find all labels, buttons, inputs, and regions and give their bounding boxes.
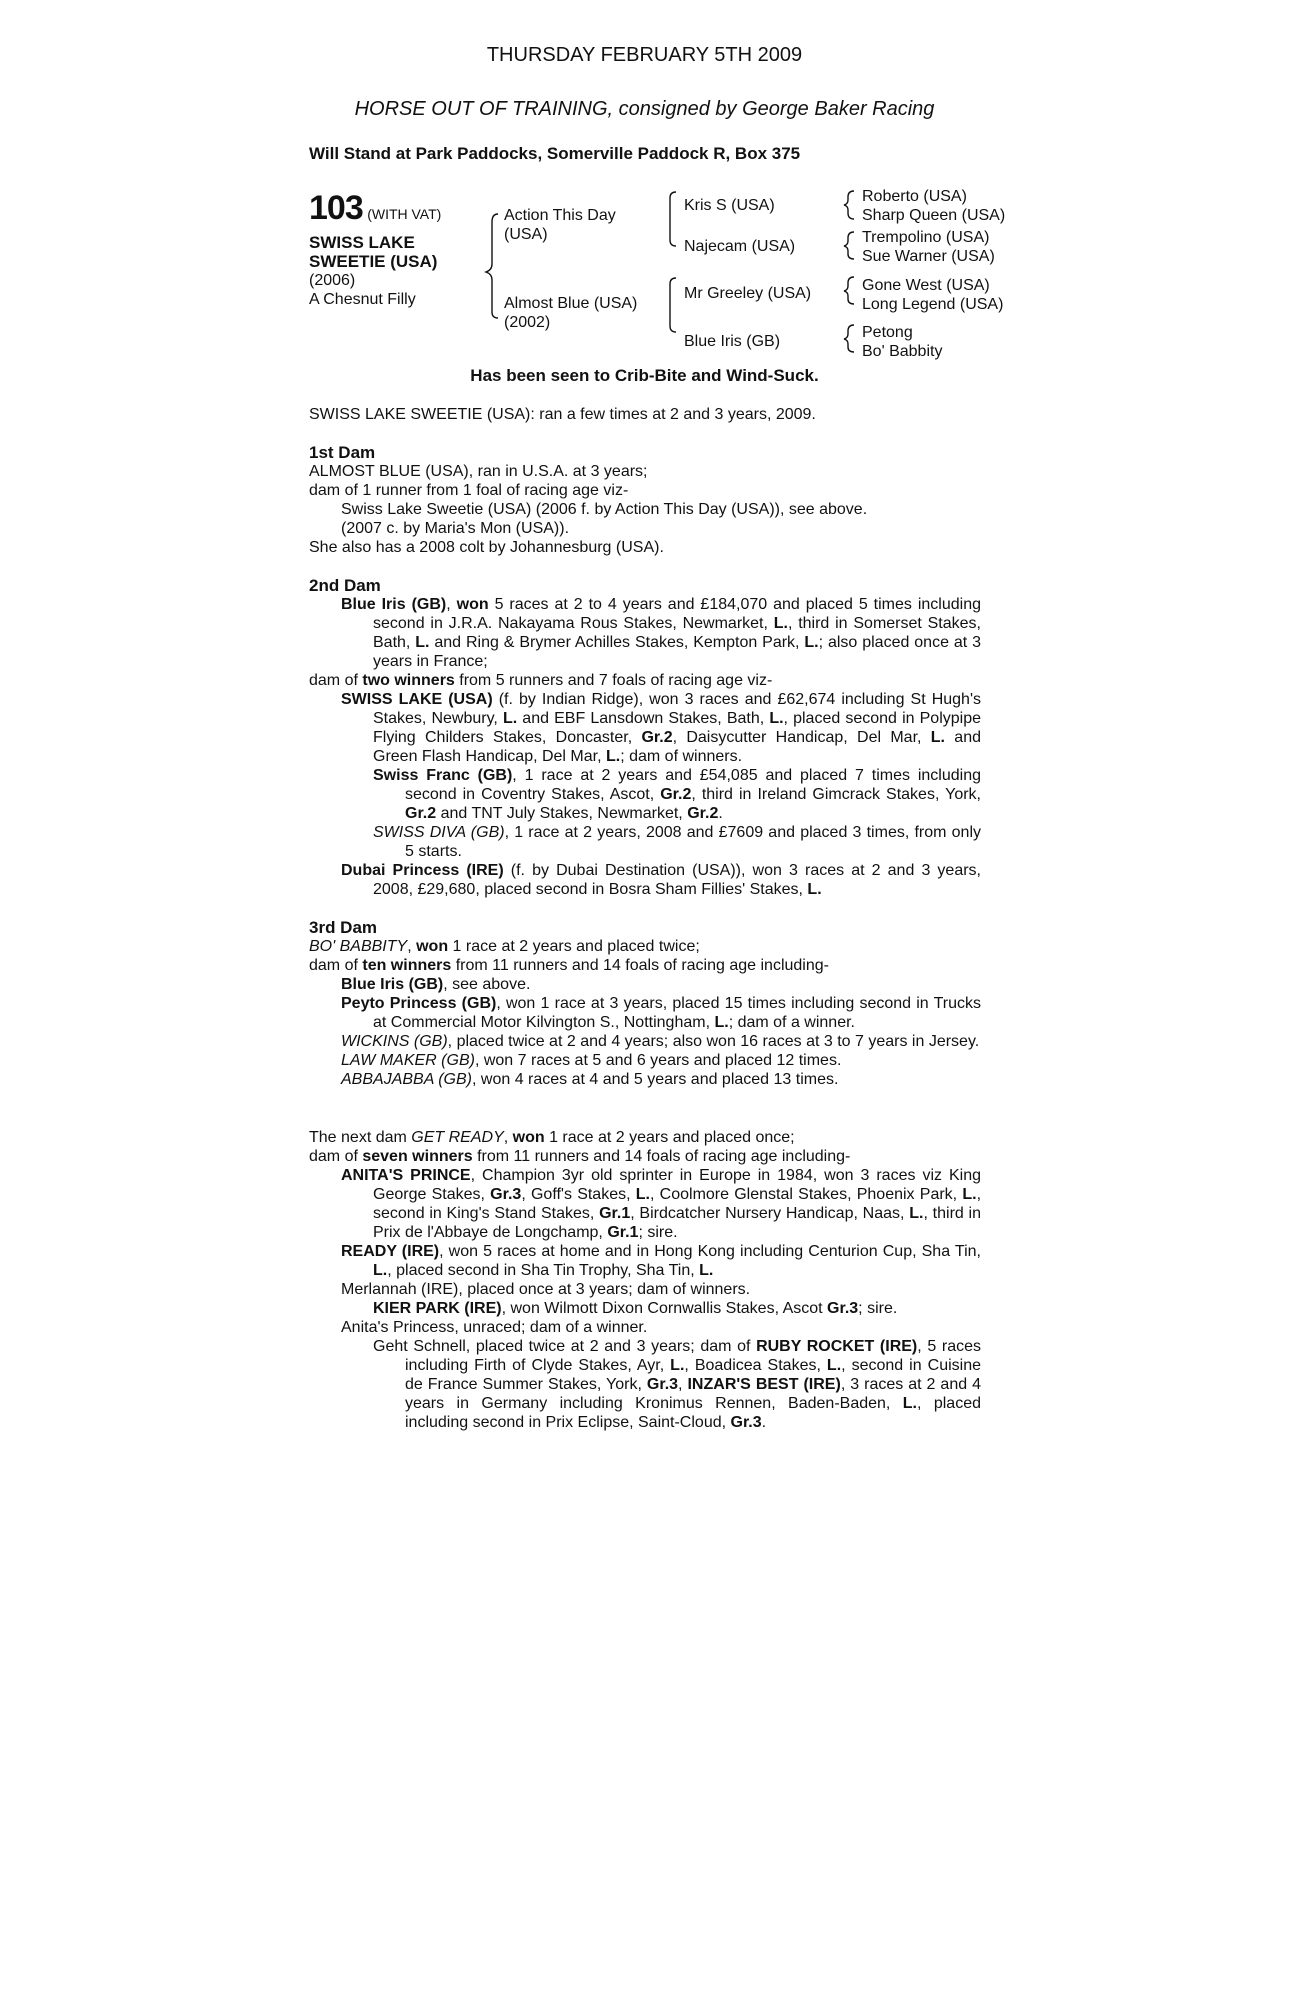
pedigree-dam-dam: Blue Iris (GB) [684, 333, 781, 350]
third-dam-entry: BO' BABBITY, won 1 race at 2 years and placed twice; [309, 938, 700, 955]
second-dam-produce-record: dam of two winners from 5 runners and 7 foals of racing age viz- [309, 672, 773, 689]
produce-entry: WICKINS (GB), placed twice at 2 and 4 years; also won 16 races at 3 to 7 years in Jersey. [341, 1033, 980, 1050]
pedigree-dam: Almost Blue (USA) (2002) [504, 295, 638, 331]
produce-entry: Merlannah (IRE), placed once at 3 years; dam of winners. [341, 1281, 751, 1298]
first-dam-produce: Swiss Lake Sweetie (USA) (2006 f. by Action This Day (USA)), see above. [341, 501, 868, 518]
produce-entry: Peyto Princess (GB), won 1 race at 3 years, placed 15 times including second in Trucks at Commercial Motor Kilvington S., Nottingham, L.; dam of a winner. [341, 995, 981, 1031]
first-dam-line: She also has a 2008 colt by Johannesburg (USA). [309, 539, 664, 556]
produce-entry: KIER PARK (IRE), won Wilmott Dixon Cornwallis Stakes, Ascot Gr.3; sire. [373, 1300, 898, 1317]
pedigree-sire-sire: Kris S (USA) [684, 197, 775, 214]
vice-warning: Has been seen to Crib-Bite and Wind-Suck. [470, 366, 819, 385]
horse-description: A Chesnut Filly [309, 291, 416, 308]
pedigree-gen3-5: Gone West (USA) [862, 277, 990, 294]
lot-number: 103 [309, 189, 363, 227]
pedigree-gen3-7: Petong [862, 324, 913, 341]
foaling-year: (2006) [309, 272, 356, 289]
pedigree-dam-sire: Mr Greeley (USA) [684, 285, 812, 302]
first-dam-produce: (2007 c. by Maria's Mon (USA)). [341, 520, 570, 537]
second-dam-heading: 2nd Dam [309, 576, 381, 595]
first-dam-heading: 1st Dam [309, 443, 376, 462]
sale-date: THURSDAY FEBRUARY 5TH 2009 [486, 44, 803, 66]
pedigree-gen3-3: Trempolino (USA) [862, 229, 990, 246]
first-dam-section [309, 443, 981, 557]
produce-entry: ANITA'S PRINCE, Champion 3yr old sprinter in Europe in 1984, won 3 races viz King George Stakes, Gr.3, Goff's Stakes, L., Coolmore Glenstal Stakes, Phoenix Park, L., second in King's Stand Stakes, Gr.1, Birdcatcher Nursery Handicap, Naas, L., third in Prix de l'Abbaye de Longchamp, Gr.1; sire. [341, 1167, 982, 1241]
third-dam-section [309, 918, 981, 1089]
produce-entry: Blue Iris (GB), see above. [341, 976, 531, 993]
pedigree-gen3-2: Sharp Queen (USA) [862, 207, 1006, 224]
pedigree-gen3-1: Roberto (USA) [862, 188, 967, 205]
next-dam-entry: The next dam GET READY, won 1 race at 2 years and placed once; [309, 1129, 795, 1146]
second-dam-section [309, 576, 981, 899]
produce-entry: Geht Schnell, placed twice at 2 and 3 years; dam of RUBY ROCKET (IRE), 5 races including Firth of Clyde Stakes, Ayr, L., Boadicea Stakes, L., second in Cuisine de France Summer Stakes, York, Gr.3, INZAR'S BEST (IRE), 3 races at 2 and 4 years in Germany including Kronimus Rennen, Baden-Baden, L., placed including second in Prix Eclipse, Saint-Cloud, Gr.3. [373, 1338, 982, 1431]
pedigree-braces [0, 0, 1289, 380]
produce-entry: Swiss Franc (GB), 1 race at 2 years and £54,085 and placed 7 times including second in Coventry Stakes, Ascot, Gr.2, third in Ireland Gimcrack Stakes, York, Gr.2 and TNT July Stakes, Newmarket, Gr.2. [373, 767, 982, 822]
next-dam-section [309, 1128, 981, 1432]
pedigree-gen3-8: Bo' Babbity [862, 343, 943, 360]
first-dam-line: dam of 1 runner from 1 foal of racing age viz- [309, 482, 629, 499]
second-dam-entry: Blue Iris (GB), won 5 races at 2 to 4 years and £184,070 and placed 5 times including second in J.R.A. Nakayama Rous Stakes, Newmarket, L., third in Somerset Stakes, Bath, L. and Ring & Brymer Achilles Stakes, Kempton Park, L.; also placed once at 3 years in France; [341, 596, 982, 670]
produce-entry: READY (IRE), won 5 races at home and in Hong Kong including Centurion Cup, Sha Tin, L., placed second in Sha Tin Trophy, Sha Tin, L. [341, 1243, 981, 1279]
produce-entry: LAW MAKER (GB), won 7 races at 5 and 6 years and placed 12 times. [341, 1052, 842, 1069]
vat-note: (WITH VAT) [367, 206, 442, 222]
pedigree-sire-dam: Najecam (USA) [684, 238, 796, 255]
stand-location: Will Stand at Park Paddocks, Somerville Paddock R, Box 375 [309, 144, 801, 163]
third-dam-heading: 3rd Dam [309, 918, 378, 937]
pedigree-gen3-4: Sue Warner (USA) [862, 248, 995, 265]
produce-entry: Anita's Princess, unraced; dam of a winner. [341, 1319, 648, 1336]
first-dam-line: ALMOST BLUE (USA), ran in U.S.A. at 3 years; [309, 463, 648, 480]
produce-entry: SWISS LAKE (USA) (f. by Indian Ridge), won 3 races and £62,674 including St Hugh's Stakes, Newbury, L. and EBF Lansdown Stakes, Bath, L., placed second in Polypipe Flying Childers Stakes, Doncaster, Gr.2, Daisycutter Handicap, Del Mar, L. and Green Flash Handicap, Del Mar, L.; dam of winners. [341, 691, 982, 765]
produce-entry: Dubai Princess (IRE) (f. by Dubai Destination (USA)), won 3 races at 2 and 3 years, 2008, £29,680, placed second in Bosra Sham Fillies' Stakes, L. [341, 862, 982, 898]
consignment-headline: HORSE OUT OF TRAINING, consigned by George Baker Racing [354, 98, 935, 120]
pedigree-sire: Action This Day (USA) [504, 207, 616, 243]
racing-summary: SWISS LAKE SWEETIE (USA): ran a few times at 2 and 3 years, 2009. [309, 406, 816, 423]
third-dam-produce-record: dam of ten winners from 11 runners and 14 foals of racing age including- [309, 957, 829, 974]
horse-name-line1: SWISS LAKE [309, 233, 415, 252]
produce-entry: SWISS DIVA (GB), 1 race at 2 years, 2008 and £7609 and placed 3 times, from only 5 starts. [373, 824, 982, 860]
produce-entry: ABBAJABBA (GB), won 4 races at 4 and 5 years and placed 13 times. [341, 1071, 839, 1088]
next-dam-produce-record: dam of seven winners from 11 runners and 14 foals of racing age including- [309, 1148, 851, 1165]
horse-name-line2: SWEETIE (USA) [309, 252, 438, 271]
pedigree-gen3-6: Long Legend (USA) [862, 296, 1004, 313]
